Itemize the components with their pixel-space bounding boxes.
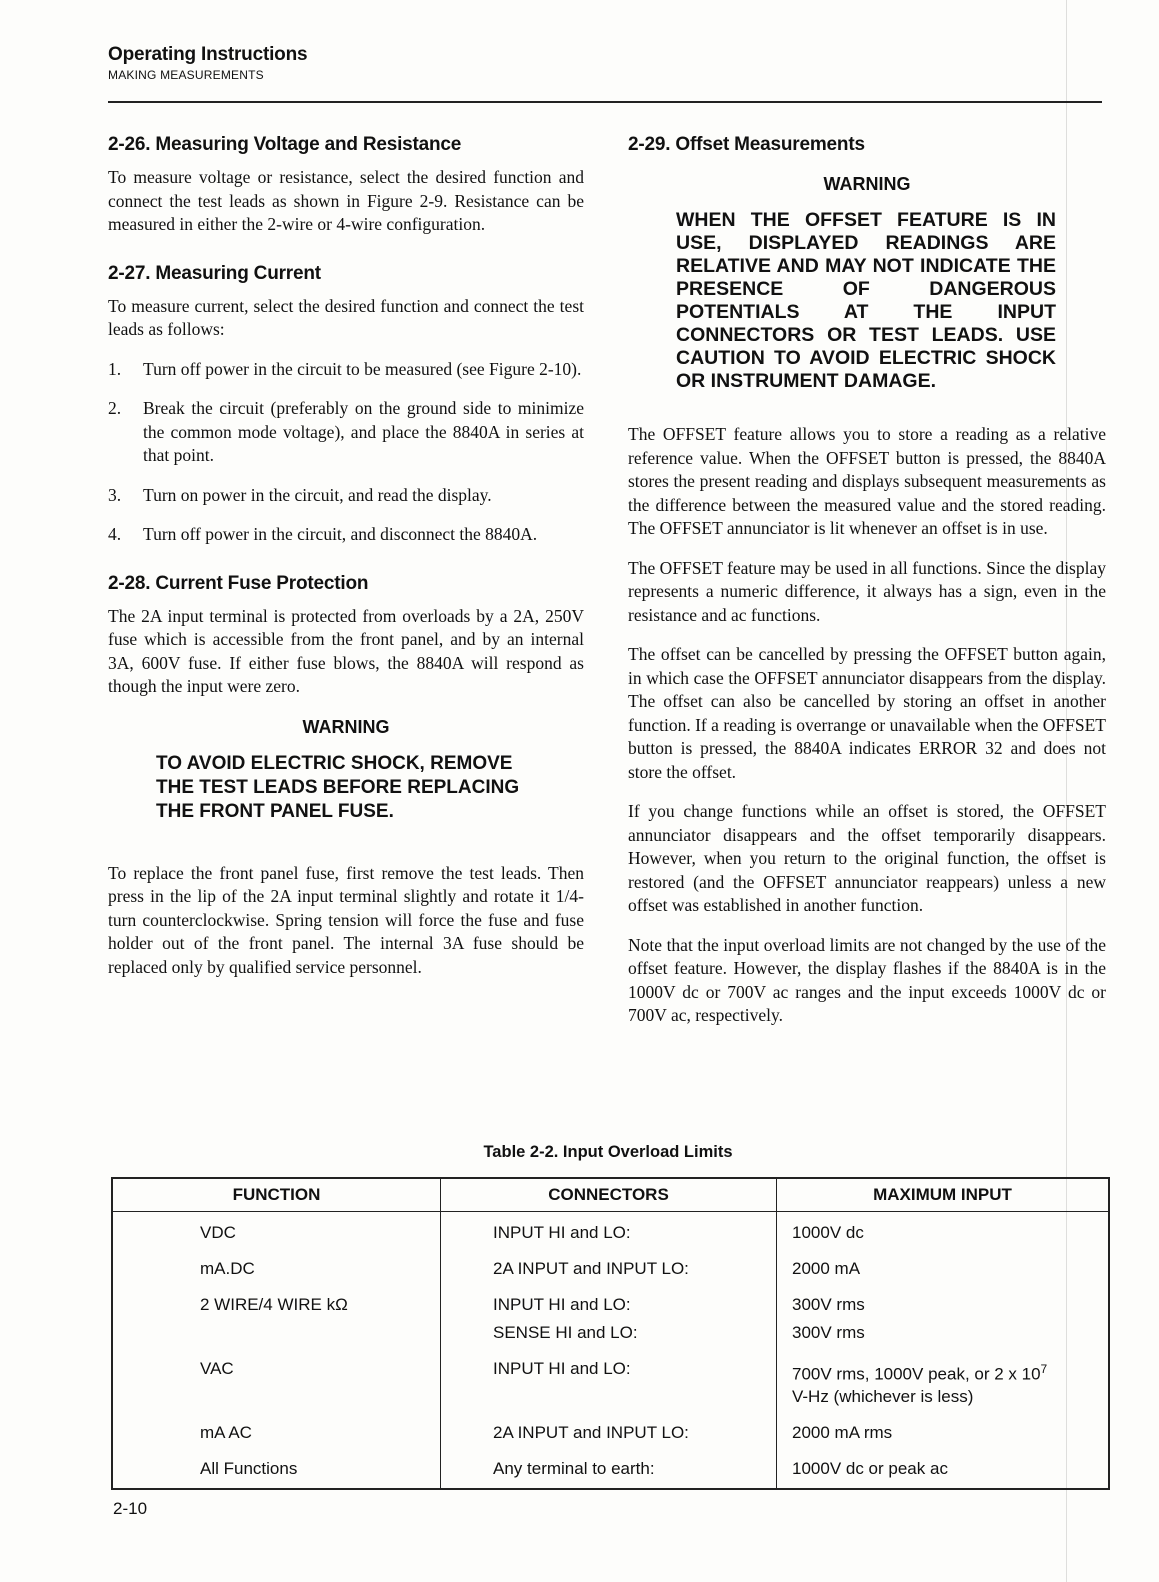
offset-paragraph: The offset can be cancelled by pressing the OFFSET button again, in which case the OFFSET annunciator disappears from the display. The offset can also be cancelled by storing an offset in another function. If a reading is overrange or unavailable when the OFFSET button is pressed, the 8840A indicates ERROR 32 and does not store the offset. [628, 644, 1106, 782]
max-input-cell: 1000V dc or peak ac [777, 1450, 1110, 1489]
step-number: 3. [108, 484, 122, 505]
column-header-connectors: CONNECTORS [441, 1178, 777, 1212]
page-number: 2-10 [113, 1499, 148, 1518]
connectors-cell: 2A INPUT and INPUT LO: [441, 1414, 777, 1450]
list-item [108, 484, 584, 508]
input-overload-limits-table [111, 1177, 1110, 1490]
list-item [108, 397, 584, 468]
offset-paragraph: The OFFSET feature allows you to store a reading as a relative reference value. When the OFFSET button is pressed, the 8840A stores the present reading and displays subsequent measurements as the difference between the measured value and the stored reading. The OFFSET annunciator is lit whenever an offset is in use. [628, 424, 1106, 538]
table-row [112, 1212, 1109, 1251]
function-cell: VDC [112, 1212, 441, 1251]
section-2-29-heading: 2-29. Offset Measurements [628, 134, 865, 155]
offset-warning-title: WARNING [823, 174, 911, 194]
section-2-28-body: The 2A input terminal is protected from overloads by a 2A, 250V fuse which is accessible from the front panel, and by an internal 3A, 600V fuse. If either fuse blows, the 8840A will respond as though the input were zero. [108, 605, 584, 696]
table-caption: Table 2-2. Input Overload Limits [483, 1143, 733, 1161]
fuse-warning-text: TO AVOID ELECTRIC SHOCK, REMOVE THE TEST LEADS BEFORE REPLACING THE FRONT PANEL FUSE. [156, 752, 520, 822]
page-header-subtitle: MAKING MEASUREMENTS [108, 68, 264, 82]
table-row [112, 1250, 1109, 1286]
list-item [108, 523, 584, 547]
max-input-cell [777, 1350, 1110, 1414]
step-text: Turn on power in the circuit, and read the display. [143, 484, 492, 505]
exponent: 7 [1040, 1362, 1048, 1376]
section-2-28-heading: 2-28. Current Fuse Protection [108, 572, 369, 594]
step-text: Turn off power in the circuit, and disconnect the 8840A. [143, 524, 538, 544]
max-input-line: 300V rms [792, 1295, 865, 1314]
table-row [112, 1450, 1109, 1489]
section-2-27-intro: To measure current, select the desired function and connect the test leads as follows: [108, 295, 584, 339]
offset-paragraph: If you change functions while an offset is stored, the OFFSET annunciator disappears and the offset temporarily disappears. However, when you return to the original function, the offset is restored (and the OFFSET annunciator reappears) unless a new offset was established in another function. [628, 801, 1106, 915]
column-header-function: FUNCTION [112, 1178, 441, 1212]
function-cell: mA.DC [112, 1250, 441, 1286]
step-text: Break the circuit (preferably on the ground side to minimize the common mode voltage), and place the 8840A in series at that point. [143, 398, 584, 465]
offset-paragraph: Note that the input overload limits are not changed by the use of the offset feature. However, the display flashes if the 8840A is in the 1000V dc or 700V ac ranges and the input exceeds 1000V dc or 700V ac, respectively. [628, 934, 1106, 1025]
max-input-line [792, 1358, 1108, 1386]
offset-paragraph: The OFFSET feature may be used in all functions. Since the display represents a numeric difference, it always has a sign, even in the resistance and ac functions. [628, 557, 1106, 625]
table-row [112, 1286, 1109, 1350]
table-row [112, 1350, 1109, 1414]
connectors-cell: Any terminal to earth: [441, 1450, 777, 1489]
connectors-cell: 2A INPUT and INPUT LO: [441, 1250, 777, 1286]
function-cell: VAC [112, 1350, 441, 1414]
max-input-text: 700V rms, 1000V peak, or 2 x 10 [792, 1364, 1041, 1384]
max-input-cell [777, 1286, 1110, 1350]
max-input-cell: 1000V dc [777, 1212, 1110, 1251]
connector-line: INPUT HI and LO: [493, 1295, 631, 1314]
step-number: 2. [108, 398, 122, 418]
header-rule [108, 101, 1102, 103]
section-2-26-body: To measure voltage or resistance, select the desired function and connect the test leads as shown in Figure 2-9. Resistance can be measured in either the 2-wire or 4-wire configuration. [108, 167, 584, 234]
function-cell: All Functions [112, 1450, 441, 1489]
fuse-warning-title: WARNING [302, 716, 390, 737]
fuse-warning-box [108, 717, 584, 824]
section-2-27-heading: 2-27. Measuring Current [108, 262, 321, 284]
connectors-cell: INPUT HI and LO: [441, 1212, 777, 1251]
left-column [108, 134, 584, 995]
section-2-26-heading: 2-26. Measuring Voltage and Resistance [108, 134, 462, 155]
section-2-28-body-2: To replace the front panel fuse, first remove the test leads. Then press in the lip of the 2A input terminal slightly and rotate it 1/4-turn counterclockwise. Spring tension will force the fuse and fuse holder out of the front panel. The internal 3A fuse should be replaced only by qualified service personnel. [108, 862, 584, 977]
connectors-cell: INPUT HI and LO: [441, 1350, 777, 1414]
list-item [108, 358, 584, 382]
step-number: 4. [108, 524, 122, 544]
function-cell: 2 WIRE/4 WIRE kΩ [112, 1286, 441, 1350]
step-text: Turn off power in the circuit to be measured (see Figure 2-10). [143, 358, 582, 379]
offset-warning-box [628, 174, 1106, 393]
step-number: 1. [108, 358, 122, 379]
max-input-line: V-Hz (whichever is less) [792, 1386, 974, 1406]
max-input-line: 300V rms [792, 1323, 865, 1342]
offset-warning-text: WHEN THE OFFSET FEATURE IS IN USE, DISPLAYED READINGS ARE RELATIVE AND MAY NOT INDICATE THE PRESENCE OF DANGEROUS POTENTIALS AT THE INPUT CONNECTORS OR TEST LEADS. USE CAUTION TO AVOID ELECTRIC SHOCK OR INSTRUMENT DAMAGE. [676, 209, 1056, 392]
right-column [628, 134, 1106, 1044]
table-row [112, 1414, 1109, 1450]
page-header-title: Operating Instructions [108, 44, 308, 65]
connectors-cell [441, 1286, 777, 1350]
function-cell: mA AC [112, 1414, 441, 1450]
connector-line: SENSE HI and LO: [493, 1323, 638, 1342]
table-header-row [112, 1178, 1109, 1212]
max-input-cell: 2000 mA [777, 1250, 1110, 1286]
current-steps-list [108, 358, 584, 547]
max-input-cell: 2000 mA rms [777, 1414, 1110, 1450]
column-header-maximum-input: MAXIMUM INPUT [777, 1178, 1110, 1212]
